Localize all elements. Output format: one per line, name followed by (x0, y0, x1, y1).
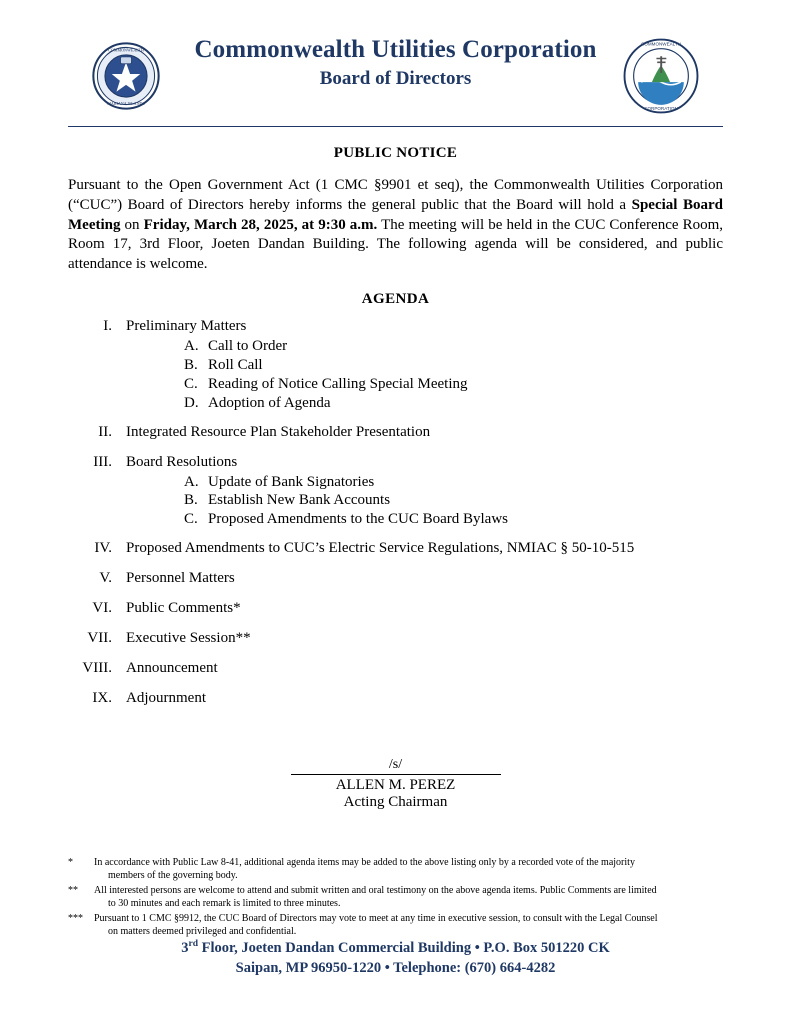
agenda-item-label: Preliminary Matters (126, 317, 247, 334)
organization-subtitle: Board of Directors (319, 67, 472, 89)
footnote-text (94, 884, 731, 910)
spacer (68, 649, 723, 660)
agenda-subitem-letter: A. (184, 337, 199, 354)
footnotes (68, 856, 731, 940)
agenda-subitem-label: Roll Call (208, 356, 263, 373)
svg-text:CORPORATION: CORPORATION (644, 106, 678, 112)
agenda-item-number: III. (93, 453, 112, 470)
footnote-line: In accordance with Public Law 8-41, additional agenda items may be added to the above listing only by a recorded vote of the majority (94, 857, 635, 868)
footnote-line: to 30 minutes and each remark is limited to three minutes. (108, 898, 341, 909)
agenda-subitem (184, 394, 723, 413)
footnote-mark: *** (68, 913, 83, 924)
footnote-text (94, 856, 731, 882)
agenda-item (68, 540, 723, 557)
agenda-subitem-list (184, 473, 723, 530)
footnote-mark: ** (68, 885, 78, 896)
signature-mark: /s/ (291, 757, 501, 774)
agenda-item-label: Integrated Resource Plan Stakeholder Presentation (126, 423, 431, 440)
footnote-text (94, 912, 731, 938)
agenda-item-number: IX. (92, 690, 112, 707)
agenda-item (68, 318, 723, 335)
agenda-item-label: Proposed Amendments to CUC’s Electric Service Regulations, NMIAC § 50-10-515 (126, 540, 635, 557)
agenda-item-number: V. (99, 570, 112, 587)
agenda-subitem-list (184, 337, 723, 413)
notice-text-part2: on (120, 216, 144, 233)
agenda-subitem (184, 491, 723, 510)
agenda-subitem (184, 337, 723, 356)
signatory-role: Acting Chairman (343, 793, 448, 810)
signatory-name: ALLEN M. PEREZ (335, 776, 456, 793)
footer-address-line2: Saipan, MP 96950-1220 • Telephone: (670) 664-4282 (235, 960, 556, 977)
agenda-list (68, 318, 723, 707)
notice-meeting-type: Special Board Meeting (68, 196, 723, 233)
agenda-item-number: VII. (87, 630, 112, 647)
footnote (68, 912, 731, 938)
agenda-item (68, 630, 723, 647)
spacer (68, 619, 723, 630)
footnote-line: members of the governing body. (108, 870, 238, 881)
agenda-subitem (184, 473, 723, 492)
agenda-subitem-label: Update of Bank Signatories (208, 473, 375, 490)
signature-block (68, 755, 723, 810)
footer-floor-number: 3 (181, 940, 189, 956)
agenda-subitem-label: Reading of Notice Calling Special Meeting (208, 375, 468, 392)
spacer (68, 679, 723, 690)
agenda-item-label: Personnel Matters (126, 570, 235, 587)
agenda-subitem-label: Call to Order (208, 337, 288, 354)
footer-address-line1 (0, 938, 791, 958)
agenda-item-label: Adjournment (126, 690, 206, 707)
agenda-subitem-label: Proposed Amendments to the CUC Board Bylaws (208, 511, 508, 528)
footnote-line: Pursuant to 1 CMC §9912, the CUC Board of Directors may vote to meet at any time in executive session, to consult with the Legal Counsel (94, 913, 658, 924)
svg-text:COMMONWEALTH: COMMONWEALTH (108, 47, 144, 53)
notice-meeting-datetime: Friday, March 28, 2025, at 9:30 a.m. (143, 216, 378, 233)
organization-name: Commonwealth Utilities Corporation (194, 36, 597, 63)
spacer (68, 529, 723, 540)
cuc-logo-icon (623, 38, 699, 114)
agenda-item (68, 454, 723, 471)
cnmi-seal-icon (92, 42, 160, 110)
document-footer (0, 938, 791, 979)
agenda-item-number: IV. (94, 540, 112, 557)
agenda-item-label: Public Comments* (126, 600, 241, 617)
agenda-item-label: Board Resolutions (126, 453, 238, 470)
spacer (68, 559, 723, 570)
header-divider (68, 126, 723, 127)
agenda-item (68, 570, 723, 587)
agenda-subitem-letter: A. (184, 473, 199, 490)
agenda-subitem-letter: C. (184, 511, 198, 528)
footnote-line: on matters deemed privileged and confidential. (108, 926, 297, 937)
agenda-subitem-letter: B. (184, 492, 198, 509)
footer-address-text: Floor, Joeten Dandan Commercial Building • P.O. Box 501220 CK (197, 940, 610, 956)
agenda-item-number: I. (103, 317, 112, 334)
svg-text:MARIANA ISLANDS: MARIANA ISLANDS (107, 101, 145, 107)
notice-paragraph (68, 176, 723, 275)
agenda-item (68, 600, 723, 617)
agenda-item (68, 424, 723, 441)
agenda-subitem-letter: B. (184, 356, 198, 373)
agenda-subitem (184, 375, 723, 394)
footnote-line: All interested persons are welcome to attend and submit written and oral testimony on the above agenda items. Public Comments are limited (94, 885, 657, 896)
agenda-item (68, 690, 723, 707)
agenda-subitem (184, 510, 723, 529)
agenda-item-number: VIII. (82, 660, 112, 677)
spacer (68, 443, 723, 454)
page-title: PUBLIC NOTICE (333, 145, 458, 161)
agenda-item-number: II. (98, 423, 112, 440)
spacer (68, 413, 723, 424)
agenda-item-number: VI. (92, 600, 112, 617)
footer-ordinal-suffix: rd (188, 939, 198, 950)
agenda-item-label: Announcement (126, 660, 218, 677)
svg-text:COMMONWEALTH: COMMONWEALTH (641, 41, 681, 47)
spacer (68, 589, 723, 600)
agenda-item (68, 660, 723, 677)
agenda-subitem-label: Adoption of Agenda (208, 394, 331, 411)
agenda-subitem-letter: D. (184, 394, 199, 411)
agenda-item-label: Executive Session** (126, 630, 251, 647)
footnote (68, 856, 731, 882)
footnote-mark: * (68, 857, 73, 868)
notice-text-part3: The meeting will be held in the CUC Conference Room, Room 17, 3rd Floor, Joeten Dandan Building. The following agenda will be considered, and public attendance is welcome. (68, 216, 723, 273)
agenda-subitem-letter: C. (184, 375, 198, 392)
agenda-heading: AGENDA (361, 290, 430, 307)
agenda-subitem-label: Establish New Bank Accounts (208, 492, 391, 509)
notice-text-part1: Pursuant to the Open Government Act (1 CMC §9901 et seq), the Commonwealth Utilities Corporation (“CUC”) Board of Directors hereby informs the general public that the Board will hold a (68, 177, 723, 213)
document-header (68, 0, 723, 112)
agenda-subitem (184, 356, 723, 375)
footnote (68, 884, 731, 910)
